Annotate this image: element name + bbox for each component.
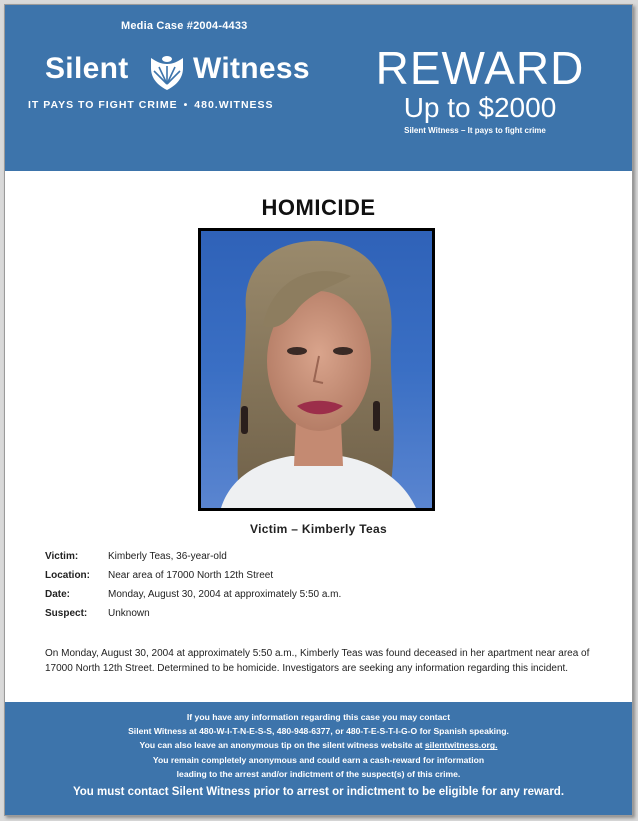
detail-value: Kimberly Teas, 36-year-old [108,551,227,562]
logo-word-witness: Witness [193,52,310,85]
reward-condition-line: leading to the arrest and/or indictment of the suspect(s) of this crime. [176,768,461,779]
bullet-separator-icon: • [183,99,189,111]
website-link[interactable]: silentwitness.org. [424,740,498,751]
detail-label: Suspect: [45,608,88,619]
logo-tagline [28,99,274,111]
case-details [45,551,605,627]
reward-heading: REWARD [375,42,585,94]
tagline-slogan: IT PAYS TO FIGHT CRIME [28,99,178,111]
web-line-text: You can also leave an anonymous tip on the silent witness website at [139,740,425,751]
detail-label: Location: [45,570,90,581]
contact-phone-line: Silent Witness at 480-W-I-T-N-E-S-S, 480-948-6377, or 480-T-E-S-T-I-G-O for Spanish speaking. [128,726,509,737]
tagline-phone: 480.WITNESS [194,99,274,111]
flyer-page [4,4,633,816]
detail-row-suspect [45,608,605,627]
photo-caption: Victim – Kimberly Teas [250,522,387,536]
crime-type-title: HOMICIDE [261,195,376,220]
detail-label: Date: [45,589,71,600]
incident-narrative: On Monday, August 30, 2004 at approximately 5:50 a.m., Kimberly Teas was found deceased in her apartment near area of 17000 North 12th Street. Determined to be homicide. Investigators are seeking any information regarding this incident. [45,648,590,674]
detail-value: Monday, August 30, 2004 at approximately 5:50 a.m. [108,589,342,600]
footer-banner [5,702,632,815]
contact-line: If you have any information regarding this case you may contact [186,712,451,722]
victim-photo [198,228,435,511]
header-banner [5,5,632,171]
detail-row-date [45,589,605,608]
detail-row-victim [45,551,605,570]
detail-value: Near area of 17000 North 12th Street [108,570,274,581]
logo-word-silent: Silent [45,52,129,85]
anonymity-line: You remain completely anonymous and could earn a cash-reward for information [152,754,485,765]
reward-tagline: Silent Witness – It pays to fight crime [404,126,546,135]
detail-value: Unknown [108,608,150,619]
victim-portrait [201,231,432,508]
fan-emblem-icon [149,54,185,92]
reward-amount: Up to $2000 [403,92,557,123]
contact-web-line [5,738,632,752]
contact-info [5,710,632,781]
reward-eligibility-notice: You must contact Silent Witness prior to arrest or indictment to be eligible for any reward. [72,786,565,798]
media-case-number: Media Case #2004-4433 [121,20,248,32]
detail-row-location [45,570,605,589]
detail-label: Victim: [45,551,79,562]
